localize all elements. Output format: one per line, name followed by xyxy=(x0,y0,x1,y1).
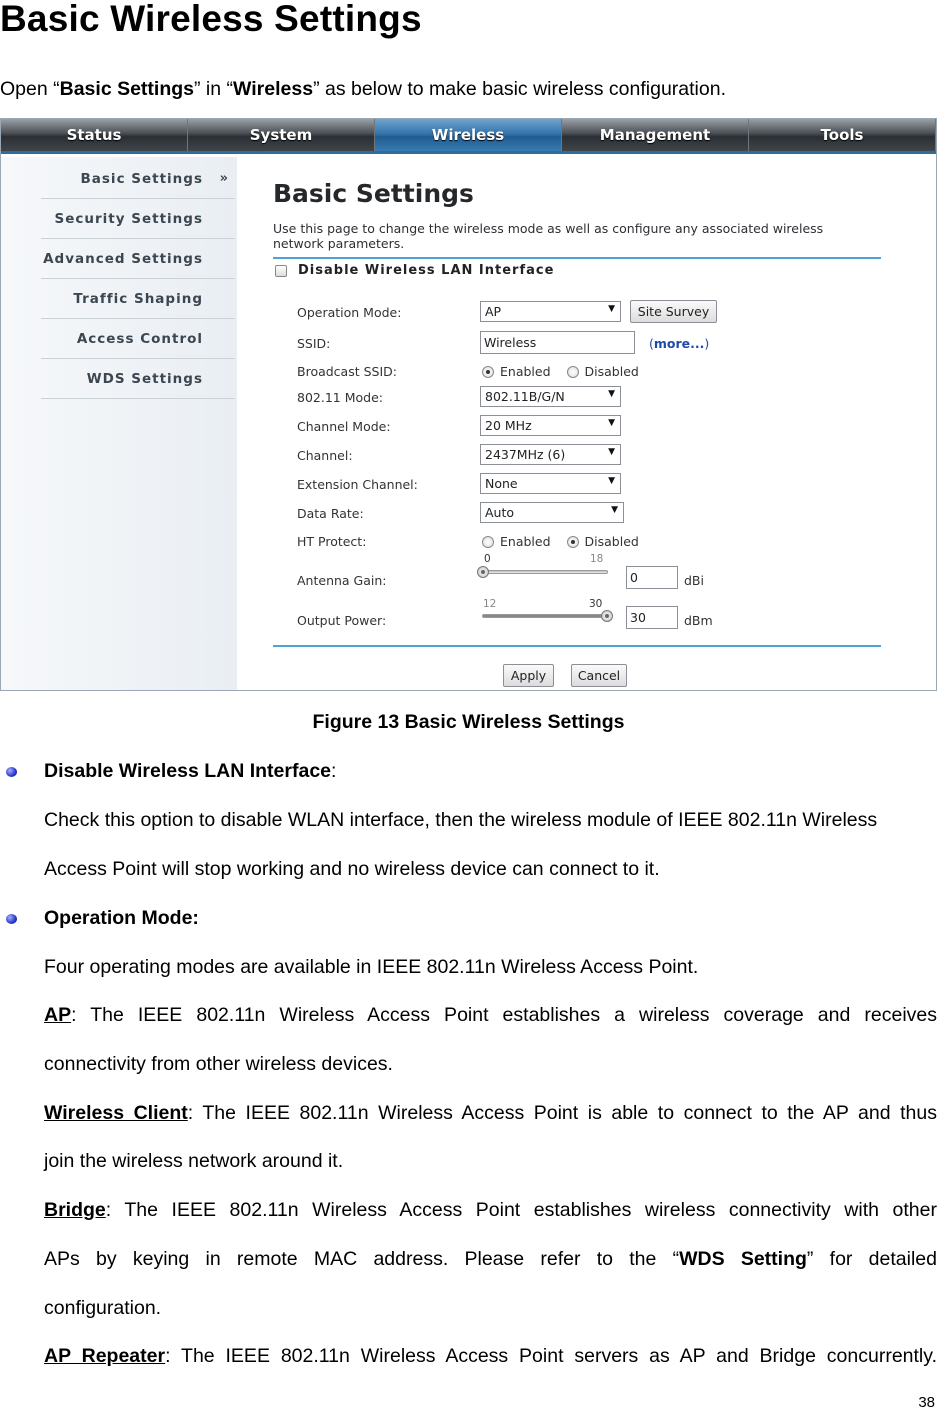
antenna-gain-input[interactable]: 0 xyxy=(626,566,678,589)
sidebar-item-label: Access Control xyxy=(76,330,203,347)
ssid-input[interactable]: Wireless xyxy=(480,331,635,354)
section-heading-disable-wlan xyxy=(44,759,336,783)
output-power-input[interactable]: 30 xyxy=(626,606,678,629)
wireless-client-term: Wireless Client xyxy=(44,1102,188,1124)
client-paragraph-line-2: join the wireless network around it. xyxy=(44,1150,344,1172)
ht-protect-disabled-radio[interactable] xyxy=(567,536,579,548)
tab-wireless[interactable]: Wireless xyxy=(375,119,562,151)
wireless-client-text: : The IEEE 802.11n Wireless Access Point is able to connect to the AP and thus xyxy=(187,1102,937,1124)
divider-top xyxy=(273,257,881,259)
antenna-gain-min: 0 xyxy=(484,553,491,565)
intro-suffix: ” as below to make basic wireless configuration. xyxy=(313,78,726,100)
sidebar-item-advanced-settings[interactable] xyxy=(41,239,235,279)
site-survey-button[interactable]: Site Survey xyxy=(630,300,717,323)
sidebar-item-label: Security Settings xyxy=(54,210,203,227)
apply-button[interactable]: Apply xyxy=(503,664,554,687)
tab-system[interactable]: System xyxy=(188,119,375,151)
bridge-paragraph-line-1 xyxy=(44,1198,937,1222)
operation-mode-heading: Operation Mode: xyxy=(44,907,199,929)
output-power-min: 12 xyxy=(483,598,497,610)
repeater-paragraph-line-1 xyxy=(44,1344,937,1368)
data-rate-value: Auto xyxy=(485,505,515,520)
ht-protect-enabled-radio[interactable] xyxy=(482,536,494,548)
top-navbar xyxy=(1,119,936,154)
broadcast-ssid-enabled-label: Enabled xyxy=(500,364,551,379)
mode-80211-select[interactable] xyxy=(480,386,621,407)
panel-description: Use this page to change the wireless mode as well as configure any associated wireless network parameters. xyxy=(273,221,824,251)
ht-protect-label: HT Protect: xyxy=(297,534,367,549)
double-chevron-right-icon: » xyxy=(219,171,229,186)
sidebar-item-security-settings[interactable] xyxy=(41,199,235,239)
output-power-max: 30 xyxy=(589,598,603,610)
sidebar-item-label: Basic Settings xyxy=(80,170,203,187)
sidebar-item-label: Traffic Shaping xyxy=(73,290,203,307)
output-power-unit: dBm xyxy=(684,613,713,628)
dropdown-arrow-icon: ▼ xyxy=(608,304,615,314)
sidebar-item-label: Advanced Settings xyxy=(43,250,203,267)
heading-colon: : xyxy=(331,760,337,782)
disable-wlan-row[interactable] xyxy=(275,263,554,278)
section-heading-operation-mode xyxy=(44,906,199,930)
tab-tools[interactable]: Tools xyxy=(749,119,936,151)
more-link-text: more... xyxy=(653,336,705,351)
channel-select[interactable] xyxy=(480,444,621,465)
output-power-slider-handle[interactable] xyxy=(601,610,613,622)
dropdown-arrow-icon: ▼ xyxy=(611,505,618,515)
sidebar-item-basic-settings[interactable] xyxy=(41,159,235,199)
ssid-label: SSID: xyxy=(297,336,331,351)
figure-caption: Figure 13 Basic Wireless Settings xyxy=(312,711,625,733)
dropdown-arrow-icon: ▼ xyxy=(608,476,615,486)
bridge-text-2a: APs by keying in remote MAC address. Please refer to the “ xyxy=(44,1248,680,1270)
paren-open: ( xyxy=(649,336,654,351)
intro-mid: ” in “ xyxy=(194,78,234,100)
bridge-term: Bridge xyxy=(44,1199,106,1221)
ap-paragraph-line-1 xyxy=(44,1003,937,1027)
bullet-icon xyxy=(6,914,17,924)
extension-channel-label: Extension Channel: xyxy=(297,477,418,492)
channel-label: Channel: xyxy=(297,448,353,463)
ap-repeater-term: AP Repeater xyxy=(44,1345,166,1367)
channel-mode-select[interactable] xyxy=(480,415,621,436)
broadcast-ssid-enabled-radio[interactable] xyxy=(482,366,494,378)
page-number: 38 xyxy=(918,1394,935,1411)
dropdown-arrow-icon: ▼ xyxy=(608,389,615,399)
intro-bold-basic-settings: Basic Settings xyxy=(59,78,195,100)
antenna-gain-slider-handle[interactable] xyxy=(477,566,489,578)
disable-wlan-checkbox[interactable] xyxy=(275,265,287,277)
operation-mode-label: Operation Mode: xyxy=(297,305,402,320)
output-power-slider-fill xyxy=(483,615,607,617)
operation-mode-value: AP xyxy=(485,304,502,319)
more-ssid-link[interactable] xyxy=(649,336,709,351)
disable-wlan-text-1: Check this option to disable WLAN interface, then the wireless module of IEEE 802.11n Wireless xyxy=(44,809,878,831)
sidebar-item-traffic-shaping[interactable] xyxy=(41,279,235,319)
channel-mode-value: 20 MHz xyxy=(485,418,532,433)
sidebar xyxy=(1,157,237,691)
mode-80211-label: 802.11 Mode: xyxy=(297,390,383,405)
client-paragraph-line-1 xyxy=(44,1101,937,1125)
disable-wlan-text-2: Access Point will stop working and no wireless device can connect to it. xyxy=(44,858,660,880)
divider-bottom xyxy=(273,645,881,647)
dropdown-arrow-icon: ▼ xyxy=(608,418,615,428)
bridge-text: : The IEEE 802.11n Wireless Access Point establishes wireless connectivity with other xyxy=(105,1199,937,1221)
operation-mode-select[interactable] xyxy=(480,301,621,322)
tab-management[interactable]: Management xyxy=(562,119,749,151)
broadcast-ssid-radio-group xyxy=(482,364,655,379)
ht-protect-radio-group xyxy=(482,534,655,549)
ap-text: : The IEEE 802.11n Wireless Access Point establishes a wireless coverage and receives xyxy=(71,1004,937,1026)
output-power-slider-track[interactable] xyxy=(482,614,608,618)
sidebar-item-access-control[interactable] xyxy=(41,319,235,359)
router-ui-figure xyxy=(0,118,937,691)
panel-title: Basic Settings xyxy=(273,179,474,208)
disable-wlan-label: Disable Wireless LAN Interface xyxy=(298,263,555,278)
antenna-gain-max: 18 xyxy=(590,553,604,565)
intro-paragraph xyxy=(0,78,726,101)
antenna-gain-slider-track[interactable] xyxy=(482,570,608,574)
bridge-paragraph-line-3: configuration. xyxy=(44,1297,162,1319)
paren-close: ) xyxy=(704,336,710,351)
ht-protect-enabled-label: Enabled xyxy=(500,534,551,549)
data-rate-select[interactable] xyxy=(480,502,624,523)
broadcast-ssid-disabled-label: Disabled xyxy=(584,364,639,379)
dropdown-arrow-icon: ▼ xyxy=(608,447,615,457)
cancel-button[interactable]: Cancel xyxy=(571,664,627,687)
ht-protect-disabled-label: Disabled xyxy=(584,534,639,549)
intro-prefix: Open “ xyxy=(0,78,60,100)
mode-80211-value: 802.11B/G/N xyxy=(485,389,565,404)
output-power-label: Output Power: xyxy=(297,613,387,628)
bridge-text-2c: ” for detailed xyxy=(806,1248,937,1270)
ap-paragraph-line-2: connectivity from other wireless devices. xyxy=(44,1053,393,1075)
bridge-paragraph-line-2 xyxy=(44,1247,937,1271)
tab-status[interactable]: Status xyxy=(1,119,188,151)
sidebar-item-label: WDS Settings xyxy=(86,370,203,387)
broadcast-ssid-label: Broadcast SSID: xyxy=(297,364,397,379)
extension-channel-select[interactable] xyxy=(480,473,621,494)
bullet-icon xyxy=(6,767,17,777)
channel-value: 2437MHz (6) xyxy=(485,447,566,462)
doc-title: Basic Wireless Settings xyxy=(0,0,422,39)
extension-channel-value: None xyxy=(485,476,518,491)
intro-bold-wireless: Wireless xyxy=(233,78,314,100)
broadcast-ssid-disabled-radio[interactable] xyxy=(567,366,579,378)
wds-setting-bold: WDS Setting xyxy=(679,1248,807,1270)
antenna-gain-unit: dBi xyxy=(684,573,704,588)
sidebar-item-wds-settings[interactable] xyxy=(41,359,235,399)
ap-term: AP xyxy=(44,1004,72,1026)
antenna-gain-label: Antenna Gain: xyxy=(297,573,387,588)
data-rate-label: Data Rate: xyxy=(297,506,364,521)
operation-mode-text: Four operating modes are available in IEEE 802.11n Wireless Access Point. xyxy=(44,956,699,978)
ap-repeater-text: : The IEEE 802.11n Wireless Access Point servers as AP and Bridge concurrently. xyxy=(165,1345,937,1367)
disable-wlan-heading: Disable Wireless LAN Interface xyxy=(44,760,332,782)
channel-mode-label: Channel Mode: xyxy=(297,419,391,434)
